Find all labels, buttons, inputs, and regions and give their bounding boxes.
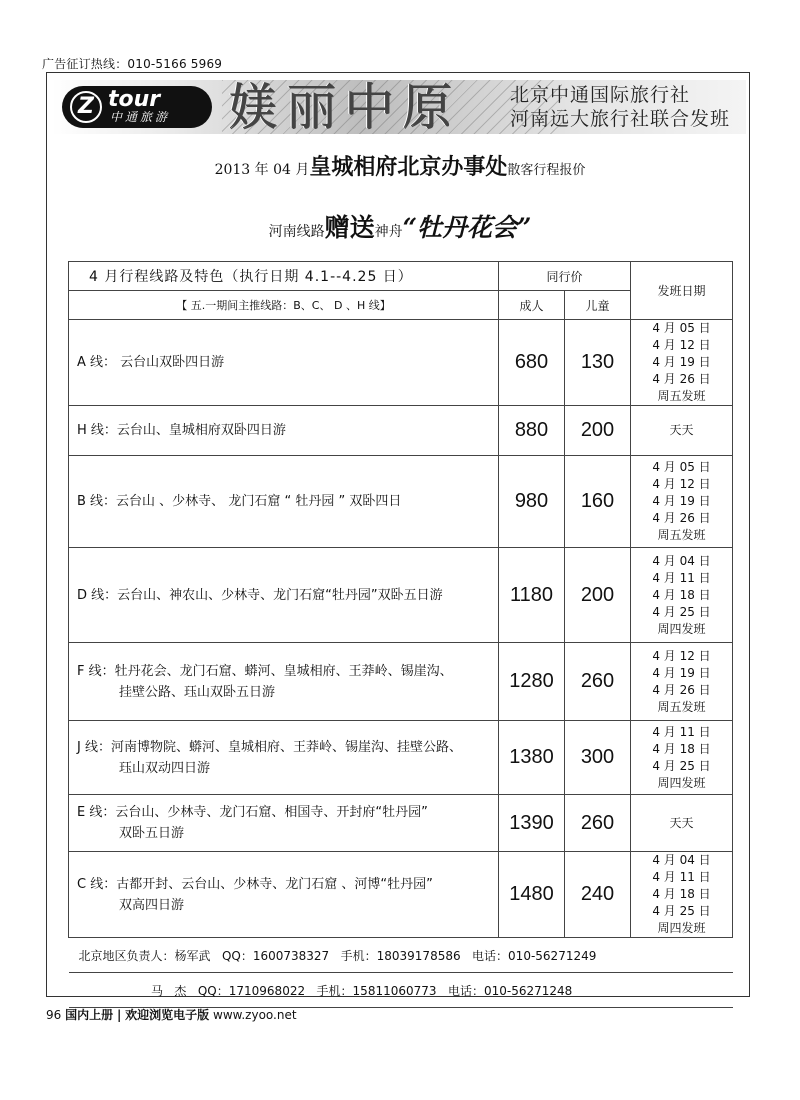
date-item: 天天: [669, 815, 694, 830]
footer-slogan: 欢迎浏览电子版: [125, 1008, 210, 1022]
banner-title-a: 媄丽中: [228, 80, 402, 134]
date-item: 4 月 25 日: [652, 758, 711, 773]
footer-url[interactable]: www.zyoo.net: [213, 1008, 297, 1022]
agency-line-2: 河南远大旅行社联合发班: [510, 108, 731, 130]
date-item: 4 月 11 日: [652, 870, 711, 884]
table-row: [69, 795, 733, 852]
adult-header: 成人: [499, 291, 565, 320]
date-item: 周四发班: [657, 621, 706, 636]
banner-title-b: 原: [402, 80, 460, 134]
route-line2: 挂壁公路、珏山双卧五日游: [119, 684, 276, 700]
contact-row: [69, 973, 733, 1008]
date-item: 4 月 26 日: [652, 511, 711, 525]
route-line1: H 线：云台山、皇城相府双卧四日游: [77, 423, 286, 438]
adult-price: 680: [499, 320, 565, 406]
date-item: 周五发班: [657, 699, 706, 714]
route-line2: 双卧五日游: [119, 826, 185, 841]
banner: [52, 80, 746, 134]
table-row: [69, 320, 733, 406]
date-header: 发班日期: [631, 262, 733, 320]
date-item: 4 月 19 日: [652, 494, 711, 508]
route-line1: F 线：牡丹花会、龙门石窟、蟒河、皇城相府、王莽岭、锡崖沟、: [77, 663, 453, 679]
route-desc: [69, 643, 499, 721]
gift-event: “牡丹花会”: [402, 213, 532, 242]
child-price: 160: [565, 456, 631, 548]
subtitle-date: 2013 年 04 月: [214, 162, 310, 178]
date-item: 4 月 19 日: [652, 355, 711, 369]
route-line1: E 线：云台山、少林寺、龙门石窟、相国寺、开封府“牡丹园”: [77, 805, 428, 820]
date-item: 周四发班: [657, 775, 706, 790]
table-row: [69, 456, 733, 548]
agency-names: [510, 83, 730, 131]
table-title: 4 月行程线路及特色（执行日期 4.1--4.25 日）: [69, 262, 499, 291]
contact-row: [69, 938, 733, 973]
child-price: 240: [565, 852, 631, 938]
footer-section: 国内上册: [65, 1008, 114, 1022]
adult-price: 1390: [499, 795, 565, 852]
date-item: 4 月 12 日: [652, 477, 711, 491]
route-line1: A 线： 云台山双卧四日游: [77, 355, 225, 370]
route-line2: 双高四日游: [119, 897, 185, 913]
date-item: 周四发班: [657, 921, 706, 935]
date-item: 4 月 18 日: [652, 741, 711, 756]
departure-dates: [631, 320, 733, 406]
contact-beijing-2: 马 杰 QQ：1710968022 手机：15811060773 电话：010-56271248: [69, 973, 733, 1008]
date-item: 4 月 05 日: [652, 321, 711, 335]
child-price: 200: [565, 406, 631, 456]
date-item: 4 月 18 日: [652, 887, 711, 901]
child-price: 200: [565, 548, 631, 643]
child-header: 儿童: [565, 291, 631, 320]
departure-dates: [631, 721, 733, 795]
date-item: 4 月 26 日: [652, 682, 711, 697]
child-price: 260: [565, 795, 631, 852]
table-subtitle: 【 五.一期间主推线路：B、C、 D 、H 线】: [69, 291, 499, 320]
gift-line: [0, 208, 800, 244]
departure-dates: [631, 795, 733, 852]
table-row: [69, 721, 733, 795]
date-item: 4 月 26 日: [652, 372, 711, 386]
adult-price: 980: [499, 456, 565, 548]
table-row: [69, 548, 733, 643]
date-item: 4 月 12 日: [652, 338, 711, 352]
adult-price: 1180: [499, 548, 565, 643]
gift-mid: 神舟: [374, 224, 403, 240]
departure-dates: [631, 406, 733, 456]
date-item: 周五发班: [657, 528, 706, 542]
subtitle-office: 皇城相府北京办事处: [309, 154, 508, 180]
date-item: 4 月 04 日: [652, 853, 711, 867]
z-logo-icon: Z: [70, 91, 102, 123]
page-footer: [46, 1006, 297, 1023]
child-price: 130: [565, 320, 631, 406]
ztour-logo: [62, 86, 212, 128]
ad-hotline: 广告征订热线：010-5166 5969: [42, 57, 223, 71]
departure-dates: [631, 456, 733, 548]
departure-dates: [631, 643, 733, 721]
date-item: 4 月 19 日: [652, 665, 711, 680]
route-line1: J 线：河南博物院、蟒河、皇城相府、王莽岭、锡崖沟、挂壁公路、: [77, 739, 462, 755]
gift-prefix: 河南线路: [268, 224, 325, 240]
date-item: 周五发班: [657, 389, 706, 403]
banner-big-title: [228, 80, 460, 134]
date-item: 4 月 05 日: [652, 460, 711, 474]
logo-cn: 中通旅游: [110, 110, 171, 124]
agency-line-1: 北京中通国际旅行社: [510, 84, 691, 106]
route-price-table: [68, 261, 733, 1008]
subtitle: [0, 150, 800, 181]
footer-separator: |: [116, 1008, 122, 1022]
price-header: 同行价: [499, 262, 631, 291]
date-item: 4 月 25 日: [652, 604, 711, 619]
adult-price: 1480: [499, 852, 565, 938]
route-desc: [69, 548, 499, 643]
adult-price: 1280: [499, 643, 565, 721]
route-desc: [69, 320, 499, 406]
date-item: 天天: [669, 423, 694, 437]
date-item: 4 月 11 日: [652, 724, 711, 739]
date-item: 4 月 12 日: [652, 648, 711, 663]
route-desc: [69, 852, 499, 938]
gift-word: 赠送: [324, 213, 375, 242]
route-line1: B 线：云台山 、少林寺、 龙门石窟 “ 牡丹园 ” 双卧四日: [77, 494, 402, 509]
route-line1: C 线：古都开封、云台山、少林寺、龙门石窟 、河博“牡丹园”: [77, 876, 433, 892]
child-price: 260: [565, 643, 631, 721]
contact-beijing-1: 北京地区负责人：杨军武 QQ：1600738327 手机：18039178586 电话：010-56271249: [69, 938, 733, 973]
route-line1: D 线：云台山、神农山、少林寺、龙门石窟“牡丹园”双卧五日游: [77, 587, 443, 603]
logo-word: tour: [108, 87, 161, 112]
route-desc: [69, 795, 499, 852]
route-desc: [69, 721, 499, 795]
adult-price: 1380: [499, 721, 565, 795]
date-item: 4 月 11 日: [652, 570, 711, 585]
date-item: 4 月 25 日: [652, 904, 711, 918]
subtitle-suffix: 散客行程报价: [507, 163, 586, 178]
table-row: [69, 643, 733, 721]
date-item: 4 月 04 日: [652, 553, 711, 568]
page-number: 96: [46, 1008, 62, 1022]
child-price: 300: [565, 721, 631, 795]
departure-dates: [631, 852, 733, 938]
table-row: [69, 852, 733, 938]
table-row: [69, 406, 733, 456]
departure-dates: [631, 548, 733, 643]
route-desc: [69, 456, 499, 548]
date-item: 4 月 18 日: [652, 587, 711, 602]
route-line2: 珏山双动四日游: [119, 760, 211, 776]
route-desc: [69, 406, 499, 456]
adult-price: 880: [499, 406, 565, 456]
